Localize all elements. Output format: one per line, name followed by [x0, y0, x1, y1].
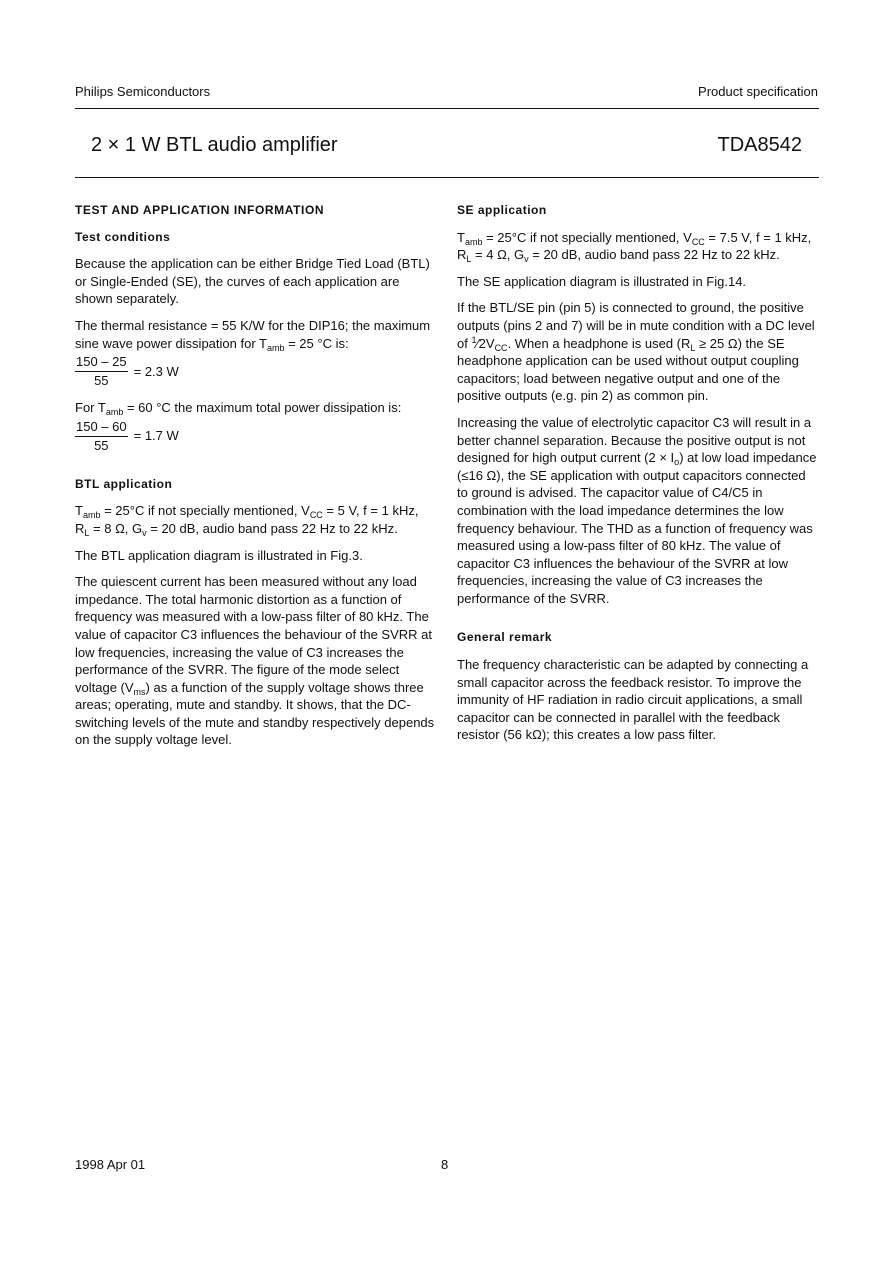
- thermal-resistance-paragraph: The thermal resistance = 55 K/W for the DIP16; the maximum sine wave power dissipation for $T_{amb} = 25$ °C is:: [75, 317, 431, 353]
- btl-diagram-reference: The BTL application diagram is illustrated in Fig.3.: [75, 547, 363, 563]
- se-capacitor-paragraph: Increasing the value of electrolytic capacitor C3 will result in a better channel separation. Because the positive output is not designed for high output current $(2 \times I_o)$ at low load impedance (≤16 Ω), the SE application with output capacitors connected to ground is advised. The capacitor value of C4/C5 in combination with the load impedance determines the low frequency behaviour. The THD as a function of frequency was measured using a low-pass filter of 80 kHz. The value of capacitor C3 influences the behaviour of the SVRR at low frequencies, increasing the value of C3 increases the performance of the SVRR.: [457, 414, 817, 606]
- footer-date: 1998 Apr 01: [75, 1157, 146, 1172]
- se-conditions: $T_{amb} = 25^\circ C$ if not specially mentioned, $V_{CC} = 7.5$ V, f = 1 kHz, $R_L = 4$ Ω, $G_v = 20$ dB, audio band pass 22 Hz to 22 kHz.: [457, 229, 812, 265]
- left-column: [75, 202, 435, 758]
- se-diagram-reference: The SE application diagram is illustrated in Fig.14.: [457, 273, 747, 289]
- total-power-paragraph: For $T_{amb} = 60$ °C the maximum total power dissipation is:: [75, 400, 402, 418]
- company-name: Philips Semiconductors: [75, 84, 211, 99]
- document-title: 2 × 1 W BTL audio amplifier: [91, 134, 338, 156]
- numerator: 150 – 25: [75, 354, 128, 372]
- title-divider: [75, 177, 819, 178]
- right-column: [457, 202, 817, 753]
- test-conditions-intro: Because the application can be either Bridge Tied Load (BTL) or Single-Ended (SE), the curves of each application are shown separately.: [75, 256, 430, 307]
- section-heading: TEST AND APPLICATION INFORMATION: [75, 203, 325, 217]
- general-remark-heading: General remark: [457, 630, 553, 645]
- se-heading: SE application: [457, 203, 547, 217]
- test-conditions-heading: Test conditions: [75, 229, 171, 244]
- header-divider: [75, 108, 819, 109]
- equation-60c: [75, 419, 435, 454]
- btl-conditions: $T_{amb} = 25^\circ C$ if not specially mentioned, $V_{CC} = 5$ V, f = 1 kHz, $R_L = 8$ Ω, $G_v = 20$ dB, audio band pass 22 Hz to 22 kHz.: [75, 503, 419, 538]
- general-remark-paragraph: The frequency characteristic can be adapted by connecting a small capacitor across the feedback resistor. To improve the immunity of HF radiation in radio circuit applications, a small capacitor can be connected in parallel with the feedback resistor (56 kΩ); this creates a low pass filter.: [457, 657, 809, 743]
- numerator: 150 – 60: [75, 419, 128, 437]
- part-number: TDA8542: [717, 134, 802, 156]
- denominator: 55: [94, 437, 109, 453]
- btl-heading: BTL application: [75, 476, 173, 491]
- page-number: 8: [441, 1157, 449, 1172]
- fraction: [75, 354, 128, 389]
- equation-25c: [75, 354, 435, 389]
- btl-quiescent-paragraph: The quiescent current has been measured without any load impedance. The total harmonic distortion as a function of frequency was measured with a low-pass filter of 80 kHz. The value of capacitor C3 influences the behaviour of the SVRR at low frequencies, increasing the value of C3 increases the performance of the SVRR. The figure of the mode select voltage $(V_{ms})$ as a function of the supply voltage shows three areas; operating, mute and standby. It shows, that the DC-switching levels of the mute and standby respectively depends on the supply voltage level.: [75, 574, 435, 748]
- se-mute-paragraph: If the BTL/SE pin (pin 5) is connected to ground, the positive outputs (pins 2 and 7) will be in mute condition with a DC level of $^1⁄2V_{CC}$. When a headphone is used ($R_L \ge 25$ Ω) the SE headphone application can be used without output coupling capacitors; load between negative output and one of the positive outputs (e.g. pin 2) as common pin.: [457, 300, 815, 404]
- document-type: Product specification: [698, 84, 818, 99]
- equation-result: = 1.7 W: [133, 428, 179, 444]
- equation-result: = 2.3 W: [133, 363, 179, 379]
- denominator: 55: [94, 373, 109, 389]
- fraction: [75, 419, 128, 454]
